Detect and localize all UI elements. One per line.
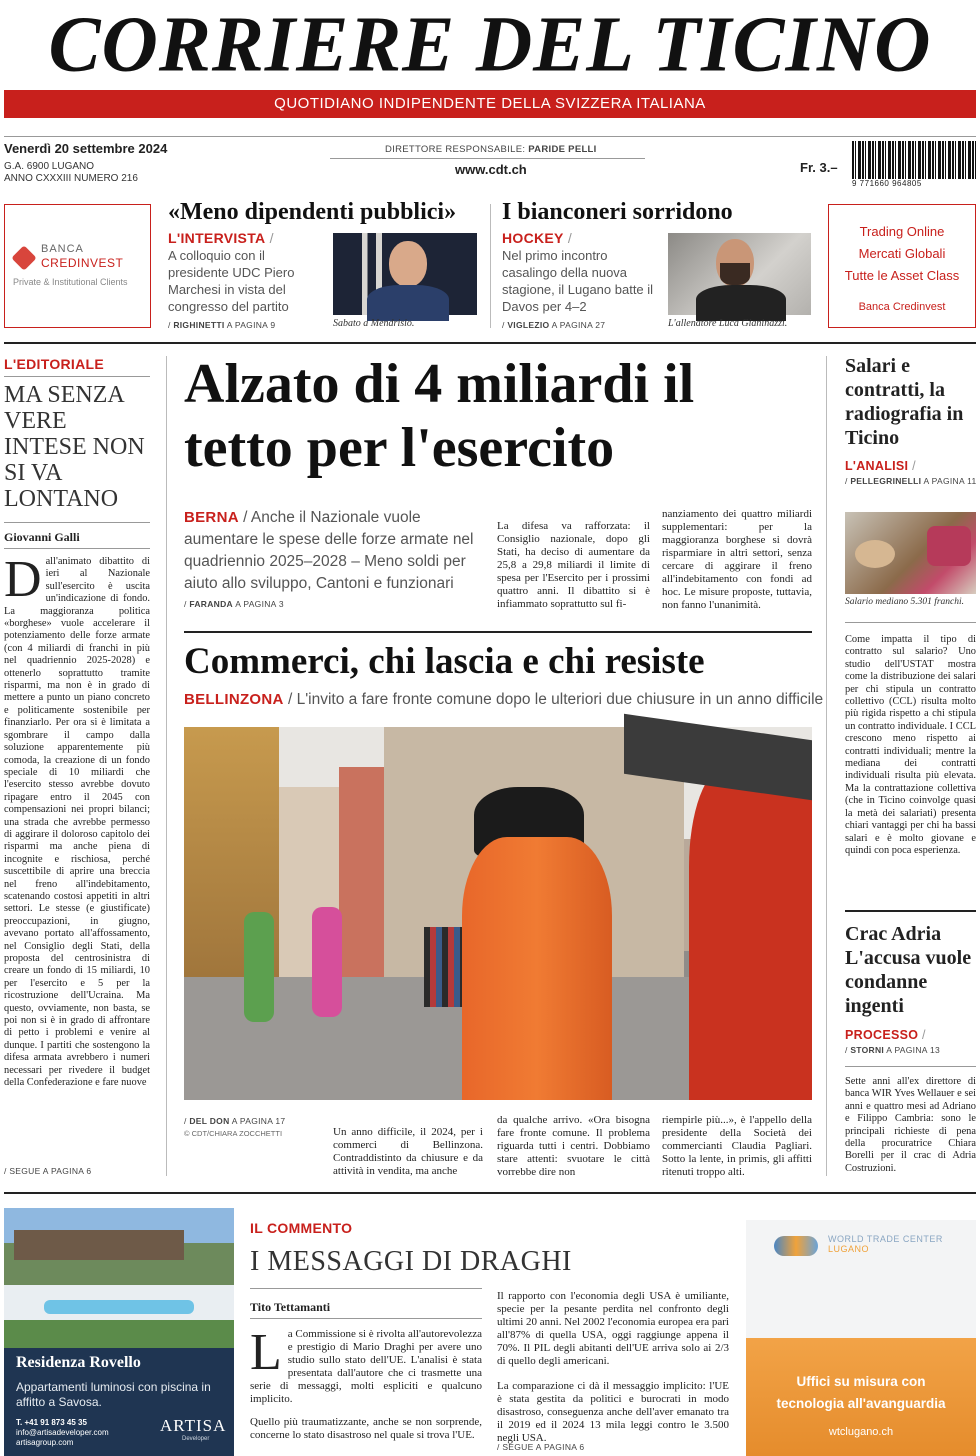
salari-headline[interactable]: Salari e contratti, la radiografia in Ticino [845,355,964,449]
pedestrian-2 [312,907,342,1017]
ad-br-slogan1: Uffici su misura con [796,1374,926,1389]
ad-bl-phone: T. +41 91 873 45 35 [16,1418,87,1427]
teaser2-caption: L'allenatore Luca Gianinazzi. [668,318,788,329]
ad-bl-brand-sub: Developer [182,1436,210,1442]
photo-credit: © CDT/CHIARA ZOCCHETTI [184,1129,283,1138]
lead-col1: La difesa va rafforzata: il Consiglio nazionale, dopo gli Stati, ha deciso di aumentare da 25,8 a 29,8 miliardi il limite di spesa per l'Esercito per i prossimi quattro anni. Il dibattito si è infiammato soprattutto sul fi- [497,520,650,610]
divider [4,1192,976,1194]
divider [184,631,812,633]
portrait-body [367,285,449,321]
orange-dress [462,837,612,1100]
ad-bl-email: info@artisadeveloper.com [16,1428,109,1437]
commerci-ref: / DEL DON A PAGINA 17 [184,1116,286,1126]
divider [4,136,976,137]
commento-col2b: La comparazione ci dà il messaggio implicito: l'UE è stata gestita da politici e burocrati in modo disastroso, conseguenza anche dell'aver emanato tra il 2019 ed il 2024 13 mila leggi contro le 3.500 negli USA. [497,1380,729,1444]
commento-ref[interactable]: / SEGUE A PAGINA 6 [497,1442,585,1452]
divider [4,548,150,549]
wtc-logo-icon [774,1236,818,1256]
director-line [385,144,597,155]
website-link[interactable]: www.cdt.ch [455,162,527,177]
editoriale-ref[interactable]: / SEGUE A PAGINA 6 [4,1166,92,1176]
ad-bl-title: Residenza Rovello [16,1354,141,1371]
ad-photo-residence [4,1208,234,1348]
ad-br-slogan2: tecnologia all'avanguardia [776,1396,946,1411]
ad-left-line2: CREDINVEST [41,256,124,270]
salari-kicker: L'ANALISI / [845,459,916,473]
ad-right-line2: Mercati Globali [858,246,946,261]
divider [490,204,491,328]
divider [4,342,976,344]
teaser1-kicker: L'INTERVISTA / [168,230,274,246]
lead-ref: / FARANDA A PAGINA 3 [184,599,284,609]
teaser1-ref: / RIGHINETTI A PAGINA 9 [168,320,276,330]
commento-col1b: Quello più traumatizzante, anche se non sorprende, concerne lo stato disastroso nel quale si trova l'UE. [250,1416,482,1441]
editoriale-kicker: L'EDITORIALE [4,356,105,372]
divider [4,522,150,523]
ad-bl-web: artisagroup.com [16,1438,74,1447]
crac-body: Sette anni all'ex direttore di banca WIR Yves Wellauer e sei anni e quattro mesi ad Adriano e Filippo Cambria: sono le principali richieste di pena della procuratrice Chiara Borelli per il crac di Adria Costruzioni. [845,1076,976,1174]
credinvest-logo-icon [11,245,36,270]
ad-br-brand: WORLD TRADE CENTER [828,1234,943,1244]
divider [845,622,976,623]
ad-world-trade-center[interactable] [746,1220,976,1456]
divider [250,1288,482,1289]
portrait-face [389,241,427,287]
ad-right-line1: Trading Online [859,224,945,239]
ad-right-line3: Tutte le Asset Class [844,268,960,283]
lead-headline[interactable]: Alzato di 4 miliardi il tetto per l'esercito [184,353,695,479]
red-garment [689,767,812,1100]
director-name: PARIDE PELLI [528,144,597,155]
pedestrian-1 [244,912,274,1022]
divider [845,1066,976,1067]
editoriale-title[interactable]: MA SENZA VERE INTESE NON SI VA LONTANO [4,382,145,512]
ad-residenza-rovello[interactable] [4,1208,234,1456]
commento-col2: Il rapporto con l'economia degli USA è umiliante, specie per la pesante perdita nel confronto degli ultimi 20 anni. Nel 2002 l'economia europea era pari all'87% di quella USA, oggi raggiunge appena il 70%. Il PIL degli abitanti dell'UE arriva solo ai 2/3 di quello degli americani. [497,1290,729,1367]
editoriale-body: Dall'animato dibattito di ieri al Nazionale sull'esercito è uscita un'indicazione di fondo. La maggioranza politica «borghese» vuole accelerare il potenziamento delle forze armate (con 4 miliardi di franchi in più nel quadriennio 2025-2028) e ottenerlo soprattutto tramite risparmi, ma non è in grado di mettere a punto un piano concreto e politicamente sostenibile per finanziarlo. Per ora si è limitata a sgombrare il campo dalla soluzione apparentemente più comoda, la creazione di un fondo speciale di 10 miliardi che l'esercito stesso avrebbe dovuto ripagare entro il 2045 con compensazioni nei propri bilanci; una strada che avrebbe permesso di aggirare il doloroso capitolo dei risparmi ma anche piena di incognite e rischiosa, perché suscettibile di aprire una breccia nel freno all'indebitamento, scatenando costosi appetiti in altri settori. Le stesse (e giustificate) preoccupazioni, in giugno, avevano portato all'affossamento, nel Consiglio degli Stati, della proposta del centrosinistra di creare un fondo di 15 miliardi, 10 per l'esercito e 5 per la ricostruzione dell'Ucraina. Ma questo, ovviamente, non basta, se poi non si è in grado di affrontare di petto i problemi e venire al dunque. I partiti che sostengono la difesa armata avrebbero i numeri necessari per rivedere il budget della Confederazione e fare nuove [4,551,150,1089]
barcode [852,141,976,179]
portrait-body [696,285,786,321]
editoriale-dropcap: D [4,551,42,608]
ad-left-line1: BANCA [41,243,84,255]
hand-shape [855,540,895,568]
divider [845,910,976,912]
salari-body: Come impatta il tipo di contratto sul salario? Uno studio dell'USTAT mostra come la distribuzione dei salari per chi stipula un contratto collettivo (CCL) risulta molto più rigida rispetto a chi stipula un contratto individuale. I CCL crescono meno rispetto ai contratti individuali; mentre la mediana dei contratti individuali risulta più elevata. Ma la contrattazione collettiva (che in Ticino coinvolge quasi la metà dei salariati) presenta chiari vantaggi per chi ha bassi salari e è molto giovane e quindi con poca esperienza. [845,634,976,856]
teaser1-text: A colloquio con il presidente UDC Piero Marchesi in vista del congresso del partito [168,248,295,314]
issue-date: Venerdì 20 settembre 2024 [4,141,168,156]
teaser1-caption: Sabato a Mendrisio. [333,318,415,329]
teaser1-headline[interactable]: «Meno dipendenti pubblici» [168,199,457,225]
crac-headline[interactable]: Crac Adria L'accusa vuole condanne ingenti [845,923,972,1017]
ad-bl-text: Appartamenti luminosi con piscina in affitto a Savosa. [16,1380,211,1409]
teaser2-text: Nel primo incontro casalingo della nuova stagione, il Lugano batte il Davos per 4–2 [502,248,654,314]
ad-banca-credinvest[interactable] [4,204,151,328]
photo-gianinazzi [668,233,811,315]
divider [826,356,827,1176]
teaser2-ref: / VIGLEZIO A PAGINA 27 [502,320,606,330]
editoriale-author: Giovanni Galli [4,530,80,544]
lead-col2: nanziamento dei quattro miliardi supplementari: per la maggioranza borghese si dovrà risparmiare in altri settori, senza cercare di aggirare il freno all'indebitamento con fondi ad hoc. Le misure proposte, tuttavia, non fanno l'unanimità. [662,508,812,611]
commerci-col2: da qualche arrivo. «Ora bisogna fare fronte comune. Il problema riguarda tutti i centri. Dobbiamo stare attenti: svuotare le città vorrebbe dire non [497,1114,650,1178]
ad-right-line4: Banca Credinvest [858,301,946,313]
building-red [339,767,384,977]
commento-author: Tito Tettamanti [250,1300,331,1314]
teaser2-headline[interactable]: I bianconeri sorridono [502,199,733,225]
lead-sub: BERNA / Anche il Nazionale vuole aumentare le spese delle forze armate nel quadriennio 2025–2028 – Meno soldi per aiuto allo sviluppo, Cantoni e funzionari [184,509,474,592]
ad-left-line3: Private & Institutional Clients [13,277,128,287]
photo-wallet [845,512,976,594]
crac-kicker: PROCESSO / [845,1028,926,1042]
issue-number: ANNO CXXXIII NUMERO 216 [4,173,138,184]
masthead-tagline: QUOTIDIANO INDIPENDENTE DELLA SVIZZERA ITALIANA [4,90,976,118]
divider [4,376,150,377]
photo-marchesi [333,233,477,315]
divider [166,356,167,1176]
commento-col1: La Commissione si è rivolta all'autorevolezza e prestigio di Mario Draghi per avere uno studio sullo stato dell'UE. L'analisi è stata presentata dall'autore che ci trasmette una serie di messaggi, molti espliciti e qualcuno implicito. [250,1324,482,1405]
commento-dropcap: L [250,1324,282,1381]
commento-title[interactable]: I MESSAGGI DI DRAGHI [250,1246,572,1277]
masthead-title: CORRIERE DEL TICINO [48,0,932,88]
postal-code: G.A. 6900 LUGANO [4,161,95,172]
barcode-number-bottom: 9 771660 964805 [852,179,976,188]
commerci-col1: Un anno difficile, il 2024, per i commerci di Bellinzona. Contraddistinto da chiusure e da attività in vendita, ma anche [333,1126,483,1177]
ad-trading-online[interactable] [828,204,976,328]
building-shape [14,1230,184,1260]
ad-panel [4,1348,234,1456]
commerci-headline[interactable]: Commerci, chi lascia e chi resiste [184,641,705,682]
commerci-col3: riempirle più...», è l'appello della presidente della Società dei commercianti Claudia Pagliari. Sotto la lente, in primis, gli affitti ritenuti troppo alti. [662,1114,812,1178]
ad-br-brand-sub: LUGANO [828,1244,870,1254]
ad-bl-brand: ARTISA [160,1416,227,1435]
divider [330,158,645,159]
price: Fr. 3.– [800,160,838,175]
ad-br-web: wtclugano.ch [828,1426,894,1438]
commerci-sub: BELLINZONA / L'invito a fare fronte comune dopo le ulteriori due chiusure in un anno difficile [184,691,824,708]
portrait-beard [720,263,750,285]
pool-shape [44,1300,194,1314]
salari-ref: / PELLEGRINELLI A PAGINA 11 [845,476,977,486]
wallet-shape [927,526,971,566]
commento-kicker: IL COMMENTO [250,1220,353,1236]
director-label: DIRETTORE RESPONSABILE: [385,144,526,155]
photo-bellinzona-street [184,727,812,1100]
divider [250,1318,482,1319]
crac-ref: / STORNI A PAGINA 13 [845,1045,940,1055]
teaser2-kicker: HOCKEY / [502,230,573,246]
salari-caption: Salario mediano 5.301 franchi. [845,597,965,607]
